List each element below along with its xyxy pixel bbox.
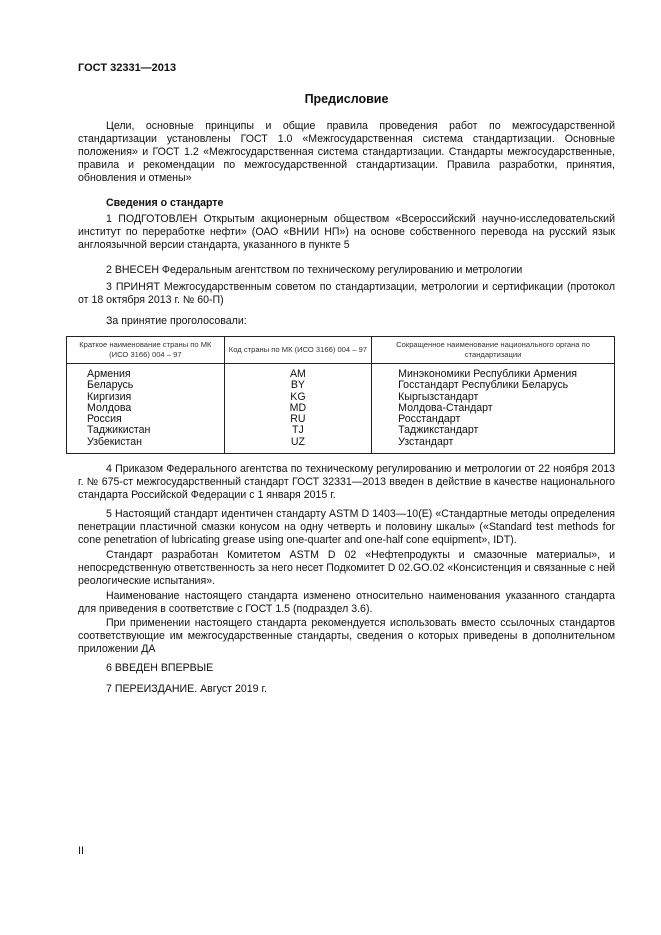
item-4-paragraph: 4 Приказом Федерального агентства по техническому регулированию и метрологии от 22 ноября 2013 г. № 675-ст межгосударственный стандарт ГОСТ 32331—2013 введен в действие в качестве национального стандарта Российской Федерации с 1 января 2015 г. <box>78 463 615 501</box>
country-name: Киргизия <box>87 390 132 403</box>
column-header-organization: Сокращенное наименование национального органа по стандартизации <box>372 337 615 364</box>
country-name: Беларусь <box>87 379 134 392</box>
item-5-name-change-paragraph: Наименование настоящего стандарта изменено относительно наименования указанного стандарта для приведения в соответствие с ГОСТ 1.5 (подраздел 3.6). <box>78 590 615 615</box>
page-title: Предисловие <box>304 92 389 106</box>
intro-paragraph: Цели, основные принципы и общие правила проведения работ по межгосударственной стандартизации установлены ГОСТ 1.0 «Межгосударственная система стандартизации. Основные положения» и ГОСТ 1.2 «Межгосударственная система стандартизации. Стандарты межгосударственные, правила и рекомендации по межгосударственной стандартизации. Правила разработки, принятия, обновления и отмены» <box>78 120 615 184</box>
item-5-committee-paragraph: Стандарт разработан Комитетом ASTM D 02 «Нефтепродукты и смазочные материалы», и непосредственную ответственность за него несет Подкомитет D 02.GO.02 «Консистенция и связанные с ней реологические испытания». <box>78 549 615 587</box>
item-3-paragraph: 3 ПРИНЯТ Межгосударственным советом по стандартизации, метрологии и сертификации (протокол от 18 октября 2013 г. № 60-П) <box>78 281 615 306</box>
country-name: Молдова <box>87 401 132 414</box>
organization-name: Госстандарт Республики Беларусь <box>398 379 569 392</box>
standard-number-header: ГОСТ 32331—2013 <box>78 62 177 74</box>
country-name: Армения <box>87 368 131 380</box>
country-code: AM <box>289 368 306 380</box>
country-name: Россия <box>87 413 122 426</box>
organization-name: Таджикстандарт <box>398 424 479 437</box>
country-name: Узбекистан <box>87 435 143 448</box>
item-2-paragraph: 2 ВНЕСЕН Федеральным агентством по техническому регулированию и метрологии <box>106 264 523 276</box>
voting-countries-table <box>66 336 615 454</box>
item-5-references-paragraph: При применении настоящего стандарта рекомендуется использовать вместо ссылочных стандартов соответствующие им межгосударственные стандарты, сведения о которых приведены в дополнительном приложении ДА <box>78 617 615 655</box>
code-column <box>224 364 371 454</box>
column-header-country: Краткое наименование страны по МК (ИСО 3166) 004 – 97 <box>67 337 225 364</box>
country-name: Таджикистан <box>87 424 151 437</box>
country-code: MD <box>289 401 307 414</box>
country-column <box>67 364 225 454</box>
section-heading: Сведения о стандарте <box>106 197 224 209</box>
organization-name: Молдова-Стандарт <box>398 401 493 414</box>
organization-name: Минэкономики Республики Армения <box>398 368 578 380</box>
organization-name: Кыргызстандарт <box>398 390 479 403</box>
item-6-paragraph: 6 ВВЕДЕН ВПЕРВЫЕ <box>106 662 214 674</box>
organization-name: Росстандарт <box>398 413 461 426</box>
country-code: BY <box>290 379 305 392</box>
country-code: UZ <box>290 435 305 448</box>
column-header-code: Код страны по МК (ИСО 3166) 004 – 97 <box>224 337 371 364</box>
voted-label: За принятие проголосовали: <box>106 315 247 327</box>
item-7-paragraph: 7 ПЕРЕИЗДАНИЕ. Август 2019 г. <box>106 683 267 695</box>
page-number: II <box>78 845 85 857</box>
country-code: KG <box>290 390 306 403</box>
organization-column <box>372 364 615 454</box>
table-header-row <box>67 337 615 364</box>
table-body-row <box>67 364 615 454</box>
country-code: TJ <box>292 424 304 437</box>
country-code: RU <box>290 413 306 426</box>
item-5-paragraph: 5 Настоящий стандарт идентичен стандарту ASTM D 1403—10(E) «Стандартные методы определения пенетрации пластичной смазки конусом на одну четверть и половину шкалы» («Standard test methods for cone penetration of lubricating grease using one-quarter and one-half cone equipment», IDT). <box>78 508 615 546</box>
item-1-paragraph: 1 ПОДГОТОВЛЕН Открытым акционерным обществом «Всероссийский научно-исследовательский институт по переработке нефти» (ОАО «ВНИИ НП») на основе собственного перевода на русский язык англоязычной версии стандарта, указанного в пункте 5 <box>78 213 615 251</box>
organization-name: Узстандарт <box>398 435 454 448</box>
